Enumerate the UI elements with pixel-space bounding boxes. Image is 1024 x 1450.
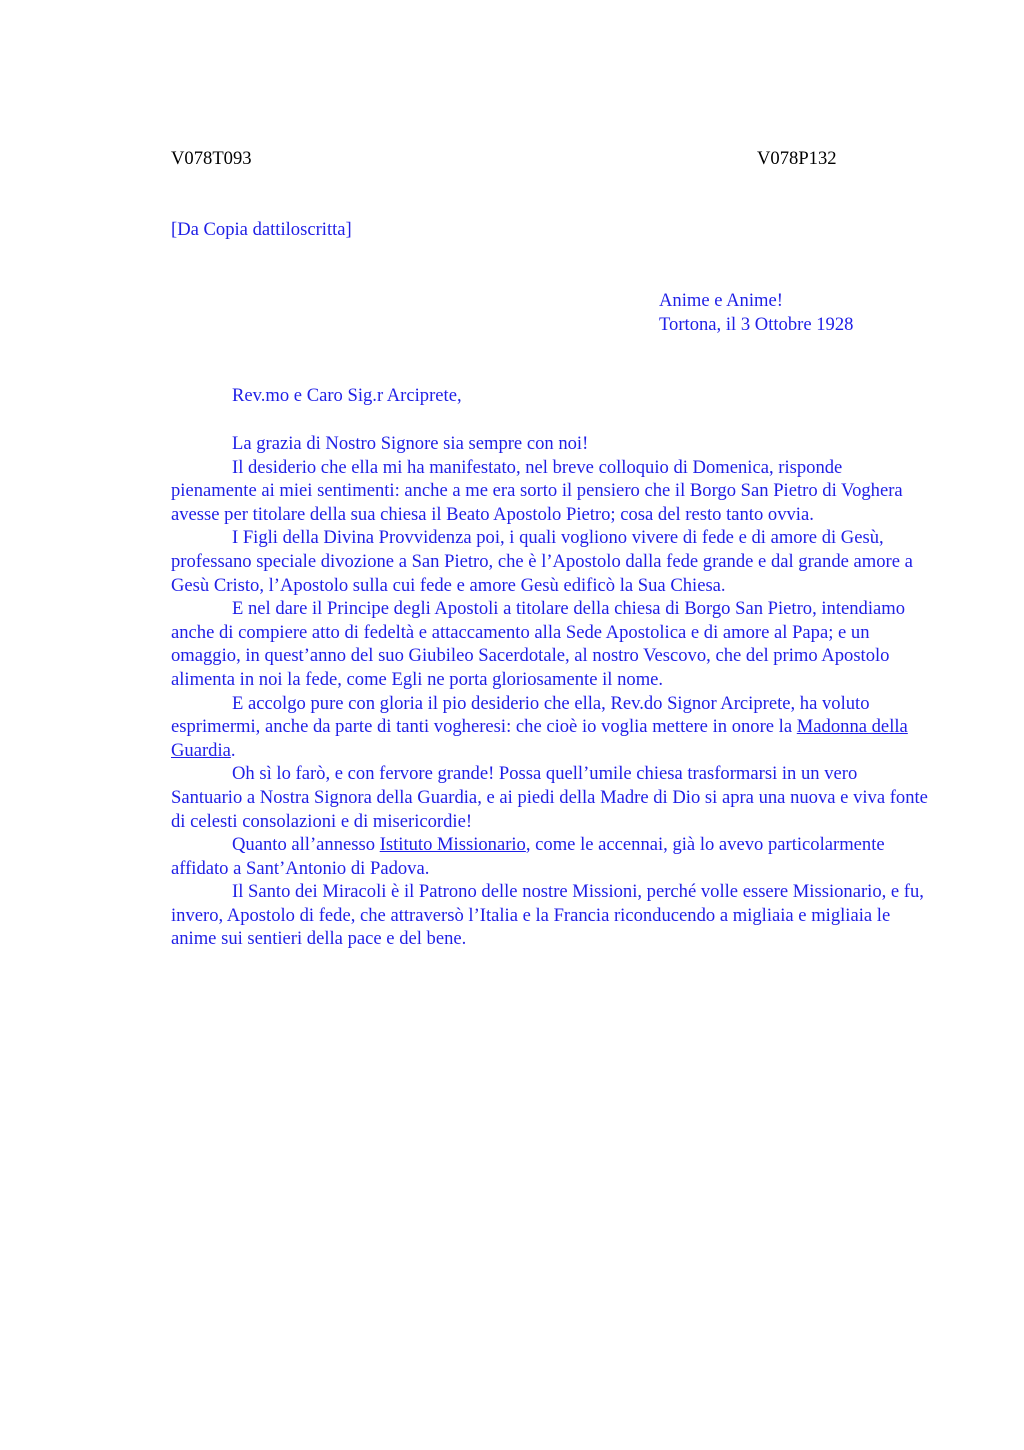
document-reference-left: V078T093 — [171, 148, 252, 169]
document-reference-right: V078P132 — [757, 148, 837, 169]
paragraph-3: I Figli della Divina Provvidenza poi, i quali vogliono vivere di fede e di amore di Gesù, professano speciale divozione a San Pietro, che è l’Apostolo dalla fede grande e dal grande amore a Gesù Cristo, l’Apostolo sulla cui fede e amore Gesù edificò la Sua Chiesa. — [171, 527, 913, 596]
paragraph-4: E nel dare il Principe degli Apostoli a titolare della chiesa di Borgo San Pietro, intendiamo anche di compiere atto di fedeltà e attaccamento alla Sede Apostolica e di amore al Papa; e un omaggio, in quest’anno del suo Giubileo Sacerdotale, al nostro Vescovo, che del primo Apostolo alimenta in noi la fede, come Egli ne porta gloriosamente il nome. — [171, 598, 906, 690]
paragraph-5-text-a: E accolgo pure con gloria il pio desiderio che ella, Rev.do Signor Arciprete, ha voluto esprimermi, anche da parte di tanti vogheresi: che cioè io voglia mettere in onore la — [171, 692, 870, 738]
paragraph-7-text-b: , come le accennai, già lo avevo particolarmente affidato a Sant’Antonio di Padova. — [171, 834, 885, 879]
paragraph-7 — [171, 833, 931, 880]
letter-heading — [659, 289, 853, 336]
link-istituto-missionario[interactable]: Istituto Missionario — [379, 834, 526, 856]
paragraph-1: La grazia di Nostro Signore sia sempre con noi! — [232, 433, 589, 454]
paragraph-8: Il Santo dei Miracoli è il Patrono delle nostre Missioni, perché volle essere Missionario, e fu, invero, Apostolo di fede, che attraversò l’Italia e la Francia riconducendo a migliaia e migliaia le anime sui sentieri della pace e del bene. — [171, 881, 924, 950]
letter-body — [171, 432, 931, 951]
paragraph-2: Il desiderio che ella mi ha manifestato, nel breve colloquio di Domenica, risponde pienamente ai miei sentimenti: anche a me era sorto il pensiero che il Borgo San Pietro di Voghera avesse per titolare della sua chiesa il Beato Apostolo Pietro; cosa del resto tanto ovvia. — [171, 456, 903, 525]
source-note: [Da Copia dattiloscritta] — [171, 219, 352, 240]
paragraph-6: Oh sì lo farò, e con fervore grande! Possa quell’umile chiesa trasformarsi in un vero Santuario a Nostra Signora della Guardia, e ai piedi della Madre di Dio si apra una nuova e viva fonte di celesti consolazioni e di misericordie! — [171, 763, 928, 832]
paragraph-5-text-b: . — [230, 739, 236, 761]
paragraph-5 — [171, 692, 931, 763]
place-date: Tortona, il 3 Ottobre 1928 — [659, 313, 854, 335]
paragraph-7-text-a: Quanto all’annesso — [232, 834, 380, 856]
link-madonna-della-guardia[interactable]: Madonna della Guardia — [171, 716, 908, 761]
salutation: Rev.mo e Caro Sig.r Arciprete, — [232, 385, 462, 406]
motto: Anime e Anime! — [659, 290, 783, 311]
